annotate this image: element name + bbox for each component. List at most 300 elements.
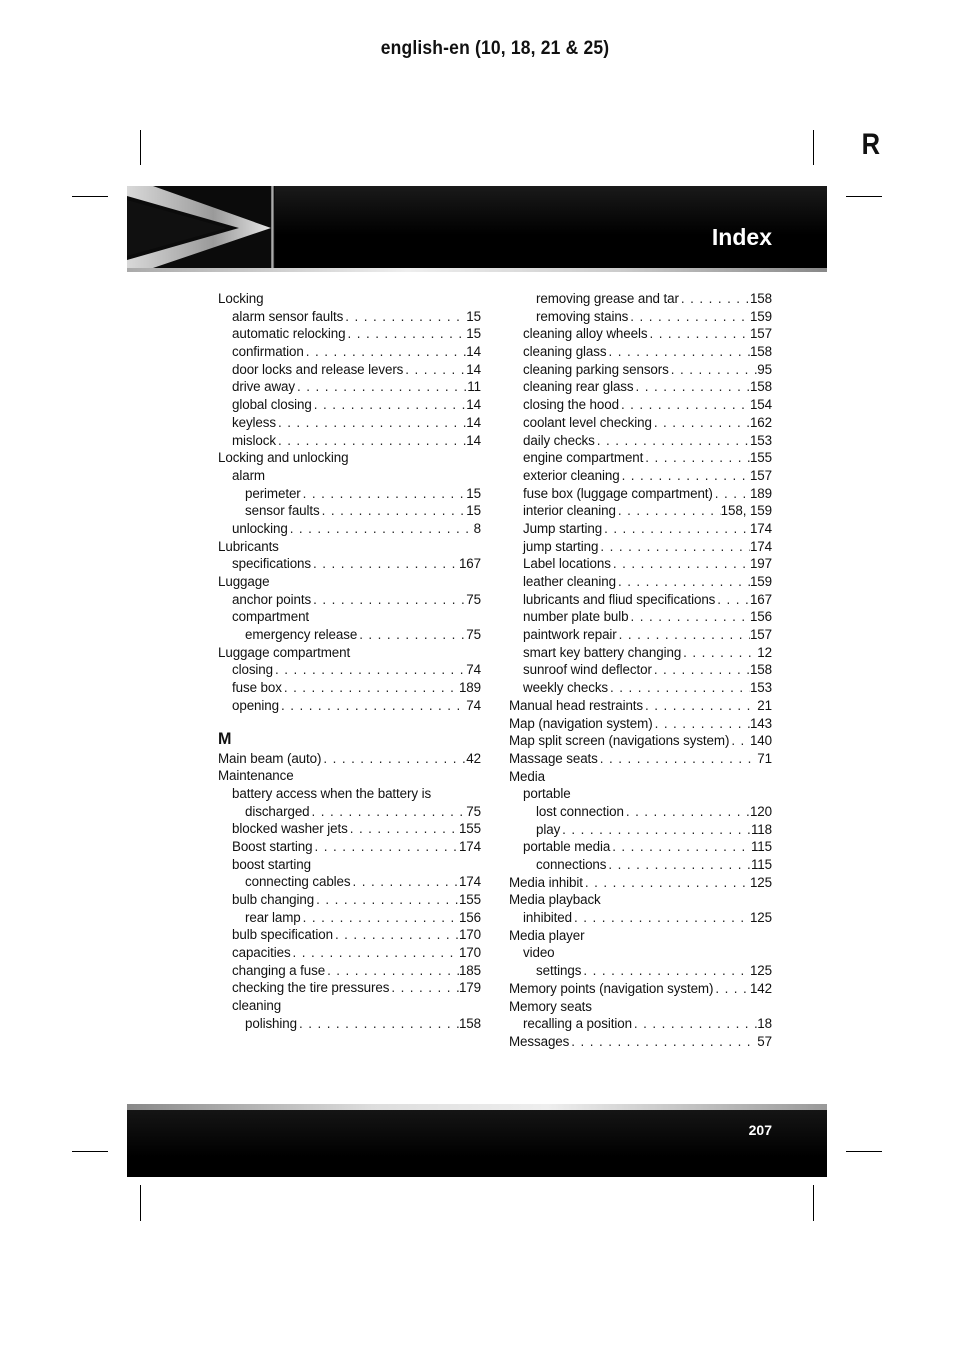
index-page-ref: 158 [749,662,772,678]
dot-leader [643,449,750,467]
dot-leader [348,820,459,838]
index-page-ref: 15 [466,485,481,501]
index-entry [218,308,481,326]
index-entry [509,891,772,909]
index-page-ref: 159 [749,574,772,589]
index-term: Locking and unlocking [218,450,349,466]
index-page-ref: 179 [458,980,481,996]
dot-leader [629,608,750,626]
index-term: battery access when the battery is [232,785,432,801]
index-term: connecting cables [245,874,351,890]
index-entry [509,785,772,803]
index-page-ref: 158 [749,344,772,360]
dot-leader [624,803,750,821]
index-page-ref: 174 [749,520,772,536]
index-entry [509,821,772,839]
dot-leader [273,661,466,679]
index-page-ref: 14 [466,414,481,430]
index-term: cleaning parking sensors [523,361,669,377]
index-term: Map split screen (navigations system) [509,733,730,749]
index-page-ref: 120 [749,803,772,819]
index-term: alarm sensor faults [232,308,344,324]
dot-leader [598,538,750,556]
index-term: leather cleaning [523,574,616,589]
dot-leader [311,591,466,609]
index-term: bulb specification [232,927,333,943]
index-term: anchor points [232,591,312,607]
index-entry [509,573,772,591]
index-entry [509,697,772,715]
index-entry [218,538,481,556]
dot-leader [351,873,459,891]
index-entry [218,414,481,432]
index-entry [218,467,481,485]
index-entry [509,1015,772,1033]
index-page-ref: 189 [749,485,772,501]
index-term: alarm [232,467,265,483]
index-entry [218,520,481,538]
index-page-ref: 21 [757,697,772,713]
index-page-ref: 71 [757,750,772,766]
index-entry [509,538,772,556]
index-term: automatic relocking [232,326,346,342]
index-term: specifications [232,556,311,572]
index-page-ref: 189 [458,680,481,696]
index-term: weekly checks [523,680,609,696]
index-term: Media playback [509,892,601,908]
index-term: cleaning rear glass [523,379,634,395]
index-page-ref: 143 [749,715,772,731]
index-term: Luggage compartment [218,644,351,660]
index-entry [509,838,772,856]
index-entry [218,767,481,785]
index-page-ref: 153 [749,432,772,448]
index-entry [509,414,772,432]
index-term: emergency release [245,627,358,643]
index-term: capacities [232,945,291,961]
dot-leader [312,396,467,414]
dot-leader [297,1015,459,1033]
crop-mark [140,1185,141,1221]
index-entry [218,573,481,591]
chevron-graphic [127,186,275,268]
index-page-ref: 158 [749,379,772,395]
dot-leader [357,626,466,644]
index-entry [218,926,481,944]
index-entry [509,715,772,733]
dot-leader [572,909,750,927]
index-entry [509,803,772,821]
index-entry [218,432,481,450]
index-page-ref: 75 [466,627,481,643]
index-term: inhibited [523,910,572,926]
index-term: removing stains [536,308,629,324]
index-page-ref: 155 [749,450,772,466]
index-page-ref: 170 [458,927,481,943]
index-page-ref: 158 [458,1015,481,1031]
crop-mark [140,130,141,165]
index-entry [218,378,481,396]
dot-leader [288,520,474,538]
index-page-ref: 12 [757,644,772,660]
dot-leader [652,661,750,679]
dot-leader [652,414,750,432]
index-entry [509,927,772,945]
index-term: unlocking [232,520,288,536]
dot-leader [681,644,757,662]
index-entry [509,378,772,396]
index-term: closing [232,662,273,678]
index-page-ref: 11 [467,379,481,395]
index-page-ref: 156 [749,609,772,625]
index-term: lost connection [536,803,624,819]
index-term: global closing [232,397,312,413]
dot-leader [643,697,757,715]
index-entry [218,485,481,503]
index-term: Lubricants [218,538,279,554]
index-page-ref: 18 [757,1016,772,1032]
index-page-ref: 197 [749,556,772,572]
index-page-ref: 170 [458,945,481,961]
index-page-ref: 14 [466,344,481,360]
index-entry [218,838,481,856]
index-entry [218,962,481,980]
dot-leader [345,325,466,343]
index-entry [509,591,772,609]
dot-leader [301,485,467,503]
dot-leader [291,944,459,962]
page-number: 207 [748,1122,772,1138]
index-page-ref: 42 [466,750,481,766]
index-entry [509,467,772,485]
index-term: cleaning alloy wheels [523,326,648,342]
index-page-ref: 95 [757,361,772,377]
dot-leader [325,962,459,980]
index-entry [509,732,772,750]
index-entry [218,679,481,697]
dot-leader [715,591,750,609]
index-term: bulb changing [232,892,315,907]
index-term: Messages [509,1033,570,1049]
index-page-ref: 115 [750,839,772,855]
index-page-ref: 155 [458,821,481,837]
dot-leader [713,980,750,998]
index-entry [509,555,772,573]
index-entry [509,874,772,892]
index-term: perimeter [245,485,301,501]
index-term: Massage seats [509,750,598,766]
index-page-ref: 142 [749,980,772,996]
index-term: discharged [245,803,310,819]
index-term: Media [509,768,545,784]
footer-band [127,1110,827,1177]
index-entry [218,891,481,909]
index-term: Map (navigation system) [509,715,653,731]
index-column-right [509,290,772,1051]
index-entry [218,361,481,379]
index-entry [509,343,772,361]
dot-leader [304,343,467,361]
dot-leader [616,502,721,520]
dot-leader [619,396,750,414]
index-term: jump starting [523,538,599,554]
index-page-ref: 157 [749,467,772,483]
index-page-ref: 14 [466,432,481,448]
index-entry [218,750,481,768]
index-term: lubricants and fliud specifications [523,591,716,607]
chevron-arrow-icon [127,186,275,268]
dot-leader [321,750,466,768]
index-entry [509,485,772,503]
index-entry [509,644,772,662]
dot-leader [628,308,750,326]
index-term: blocked washer jets [232,821,348,837]
dot-leader [569,1033,757,1051]
index-entry [218,803,481,821]
dot-leader [606,856,751,874]
index-term: fuse box [232,680,282,696]
index-page-ref: 14 [466,361,481,377]
dot-leader [616,573,750,591]
dot-leader [310,803,467,821]
dot-leader [333,926,459,944]
index-term: video [523,945,555,961]
index-entry [509,432,772,450]
dot-leader [403,361,466,379]
index-entry [218,697,481,715]
index-page-ref: 125 [749,963,772,979]
dot-leader [581,962,750,980]
index-term: sunroof wind deflector [523,662,652,678]
index-entry [218,979,481,997]
index-entry [509,962,772,980]
index-term: Luggage [218,574,270,589]
index-page-ref: 157 [749,627,772,643]
index-term: paintwork repair [523,627,617,643]
index-entry [509,998,772,1016]
index-page-ref: 75 [466,803,481,819]
index-term: Locking [218,291,264,306]
index-entry [218,591,481,609]
index-entry [509,661,772,679]
index-entry [509,290,772,308]
dot-leader [314,891,459,909]
dot-leader [311,555,459,573]
index-page-ref: 57 [757,1033,772,1049]
index-entry [218,997,481,1015]
index-entry [218,944,481,962]
index-page-ref: 157 [749,326,772,342]
dot-leader [276,432,466,450]
index-page-ref: 167 [458,556,481,572]
index-page-ref: 125 [749,910,772,926]
dot-leader [632,1015,757,1033]
index-page-ref: 74 [466,697,481,713]
index-page-ref: 158 [749,291,772,306]
index-entry [509,626,772,644]
index-entry [509,1033,772,1051]
index-term: Maintenance [218,768,294,784]
index-entry [509,396,772,414]
index-entry [509,449,772,467]
index-term: Memory points (navigation system) [509,980,714,996]
index-term: Main beam (auto) [218,750,322,766]
index-entry [218,873,481,891]
dot-leader [301,909,459,927]
index-term: door locks and release levers [232,361,404,377]
index-page-ref: 159 [749,308,772,324]
crop-mark [813,130,814,165]
dot-leader [713,485,750,503]
index-page-ref: 115 [750,857,772,872]
index-term: cleaning [232,998,282,1014]
index-entry [218,555,481,573]
dot-leader [647,325,750,343]
dot-leader [389,979,459,997]
dot-leader [560,821,751,839]
index-term: interior cleaning [523,503,616,519]
index-entry [218,909,481,927]
index-term: fuse box (luggage compartment) [523,485,713,501]
document-header: english-en (10, 18, 21 & 25) [380,38,610,59]
index-term: rear lamp [245,909,301,925]
page-title: Index [711,224,772,250]
index-entry [218,290,481,308]
dot-leader [606,343,749,361]
index-term: confirmation [232,344,304,360]
index-entry [509,502,772,520]
index-term: checking the tire pressures [232,980,390,996]
index-column-left [218,290,481,1033]
header-strip [127,268,827,272]
dot-leader [276,414,466,432]
index-page-ref: 158, 159 [720,503,772,519]
index-term: changing a fuse [232,962,326,978]
index-term: daily checks [523,432,595,448]
dot-leader [679,290,750,308]
index-entry [218,661,481,679]
index-entry [509,768,772,786]
dot-leader [583,874,750,892]
index-entry [509,856,772,874]
index-term: removing grease and tar [536,291,679,306]
index-entry [509,980,772,998]
index-term: drive away [232,379,296,395]
crop-mark [72,1151,108,1152]
index-term: Jump starting [523,520,603,536]
dot-leader [608,679,750,697]
index-entry [218,608,481,626]
dot-leader [282,679,459,697]
dot-leader [598,750,758,768]
index-entry [218,856,481,874]
index-page-ref: 118 [750,821,772,837]
index-page-ref: 174 [458,874,481,890]
index-page-ref: 162 [749,414,772,430]
dot-leader [669,361,758,379]
index-term: recalling a position [523,1016,632,1032]
index-term: exterior cleaning [523,467,620,483]
dot-leader [610,838,751,856]
dot-leader [620,467,750,485]
index-term: mislock [232,432,276,448]
section-letter: R [861,128,881,161]
index-term: Boost starting [232,838,313,854]
index-page-ref: 154 [749,397,772,413]
index-entry [509,909,772,927]
index-term: closing the hood [523,397,619,413]
crop-mark [846,196,882,197]
index-page-ref: 74 [466,662,481,678]
index-term: cleaning glass [523,344,607,360]
dot-leader [312,838,458,856]
index-page-ref: 153 [749,680,772,696]
dot-leader [602,520,750,538]
index-term: Label locations [523,556,611,572]
index-entry [509,679,772,697]
crop-mark [72,196,108,197]
index-term: keyless [232,414,276,430]
index-entry [509,944,772,962]
index-term: boost starting [232,856,311,872]
index-term: connections [536,857,607,872]
index-page-ref: 174 [749,538,772,554]
dot-leader [343,308,466,326]
dot-leader [634,378,750,396]
index-page-ref: 8 [473,520,481,536]
index-entry [509,325,772,343]
index-term: Media inhibit [509,874,583,890]
index-term: smart key battery changing [523,644,682,660]
index-page-ref: 15 [466,308,481,324]
crop-mark [813,1185,814,1221]
index-term: coolant level checking [523,414,652,430]
header-separator [271,186,274,268]
dot-leader [279,697,466,715]
index-term: compartment [232,609,310,625]
index-term: polishing [245,1015,297,1031]
index-page-ref: 185 [458,962,481,978]
index-entry [218,396,481,414]
index-page-ref: 14 [466,397,481,413]
index-term: number plate bulb [523,609,629,625]
index-term: portable [523,786,571,802]
index-entry [218,644,481,662]
index-term: settings [536,963,582,979]
dot-leader [320,502,467,520]
index-term: Media player [509,927,585,943]
index-entry [218,820,481,838]
index-entry [218,449,481,467]
index-entry [509,308,772,326]
index-term: Manual head restraints [509,697,644,713]
index-entry [218,502,481,520]
index-entry [218,325,481,343]
index-entry [218,343,481,361]
dot-leader [653,715,750,733]
index-term: sensor faults [245,503,320,519]
crop-mark [846,1151,882,1152]
index-letter-heading: M [218,728,232,748]
index-entry [509,361,772,379]
index-term: portable media [523,839,611,855]
index-entry [218,1015,481,1033]
index-term: play [536,821,561,837]
index-page-ref: 167 [749,591,772,607]
dot-leader [295,378,467,396]
index-page-ref: 156 [458,909,481,925]
index-page-ref: 15 [466,326,481,342]
